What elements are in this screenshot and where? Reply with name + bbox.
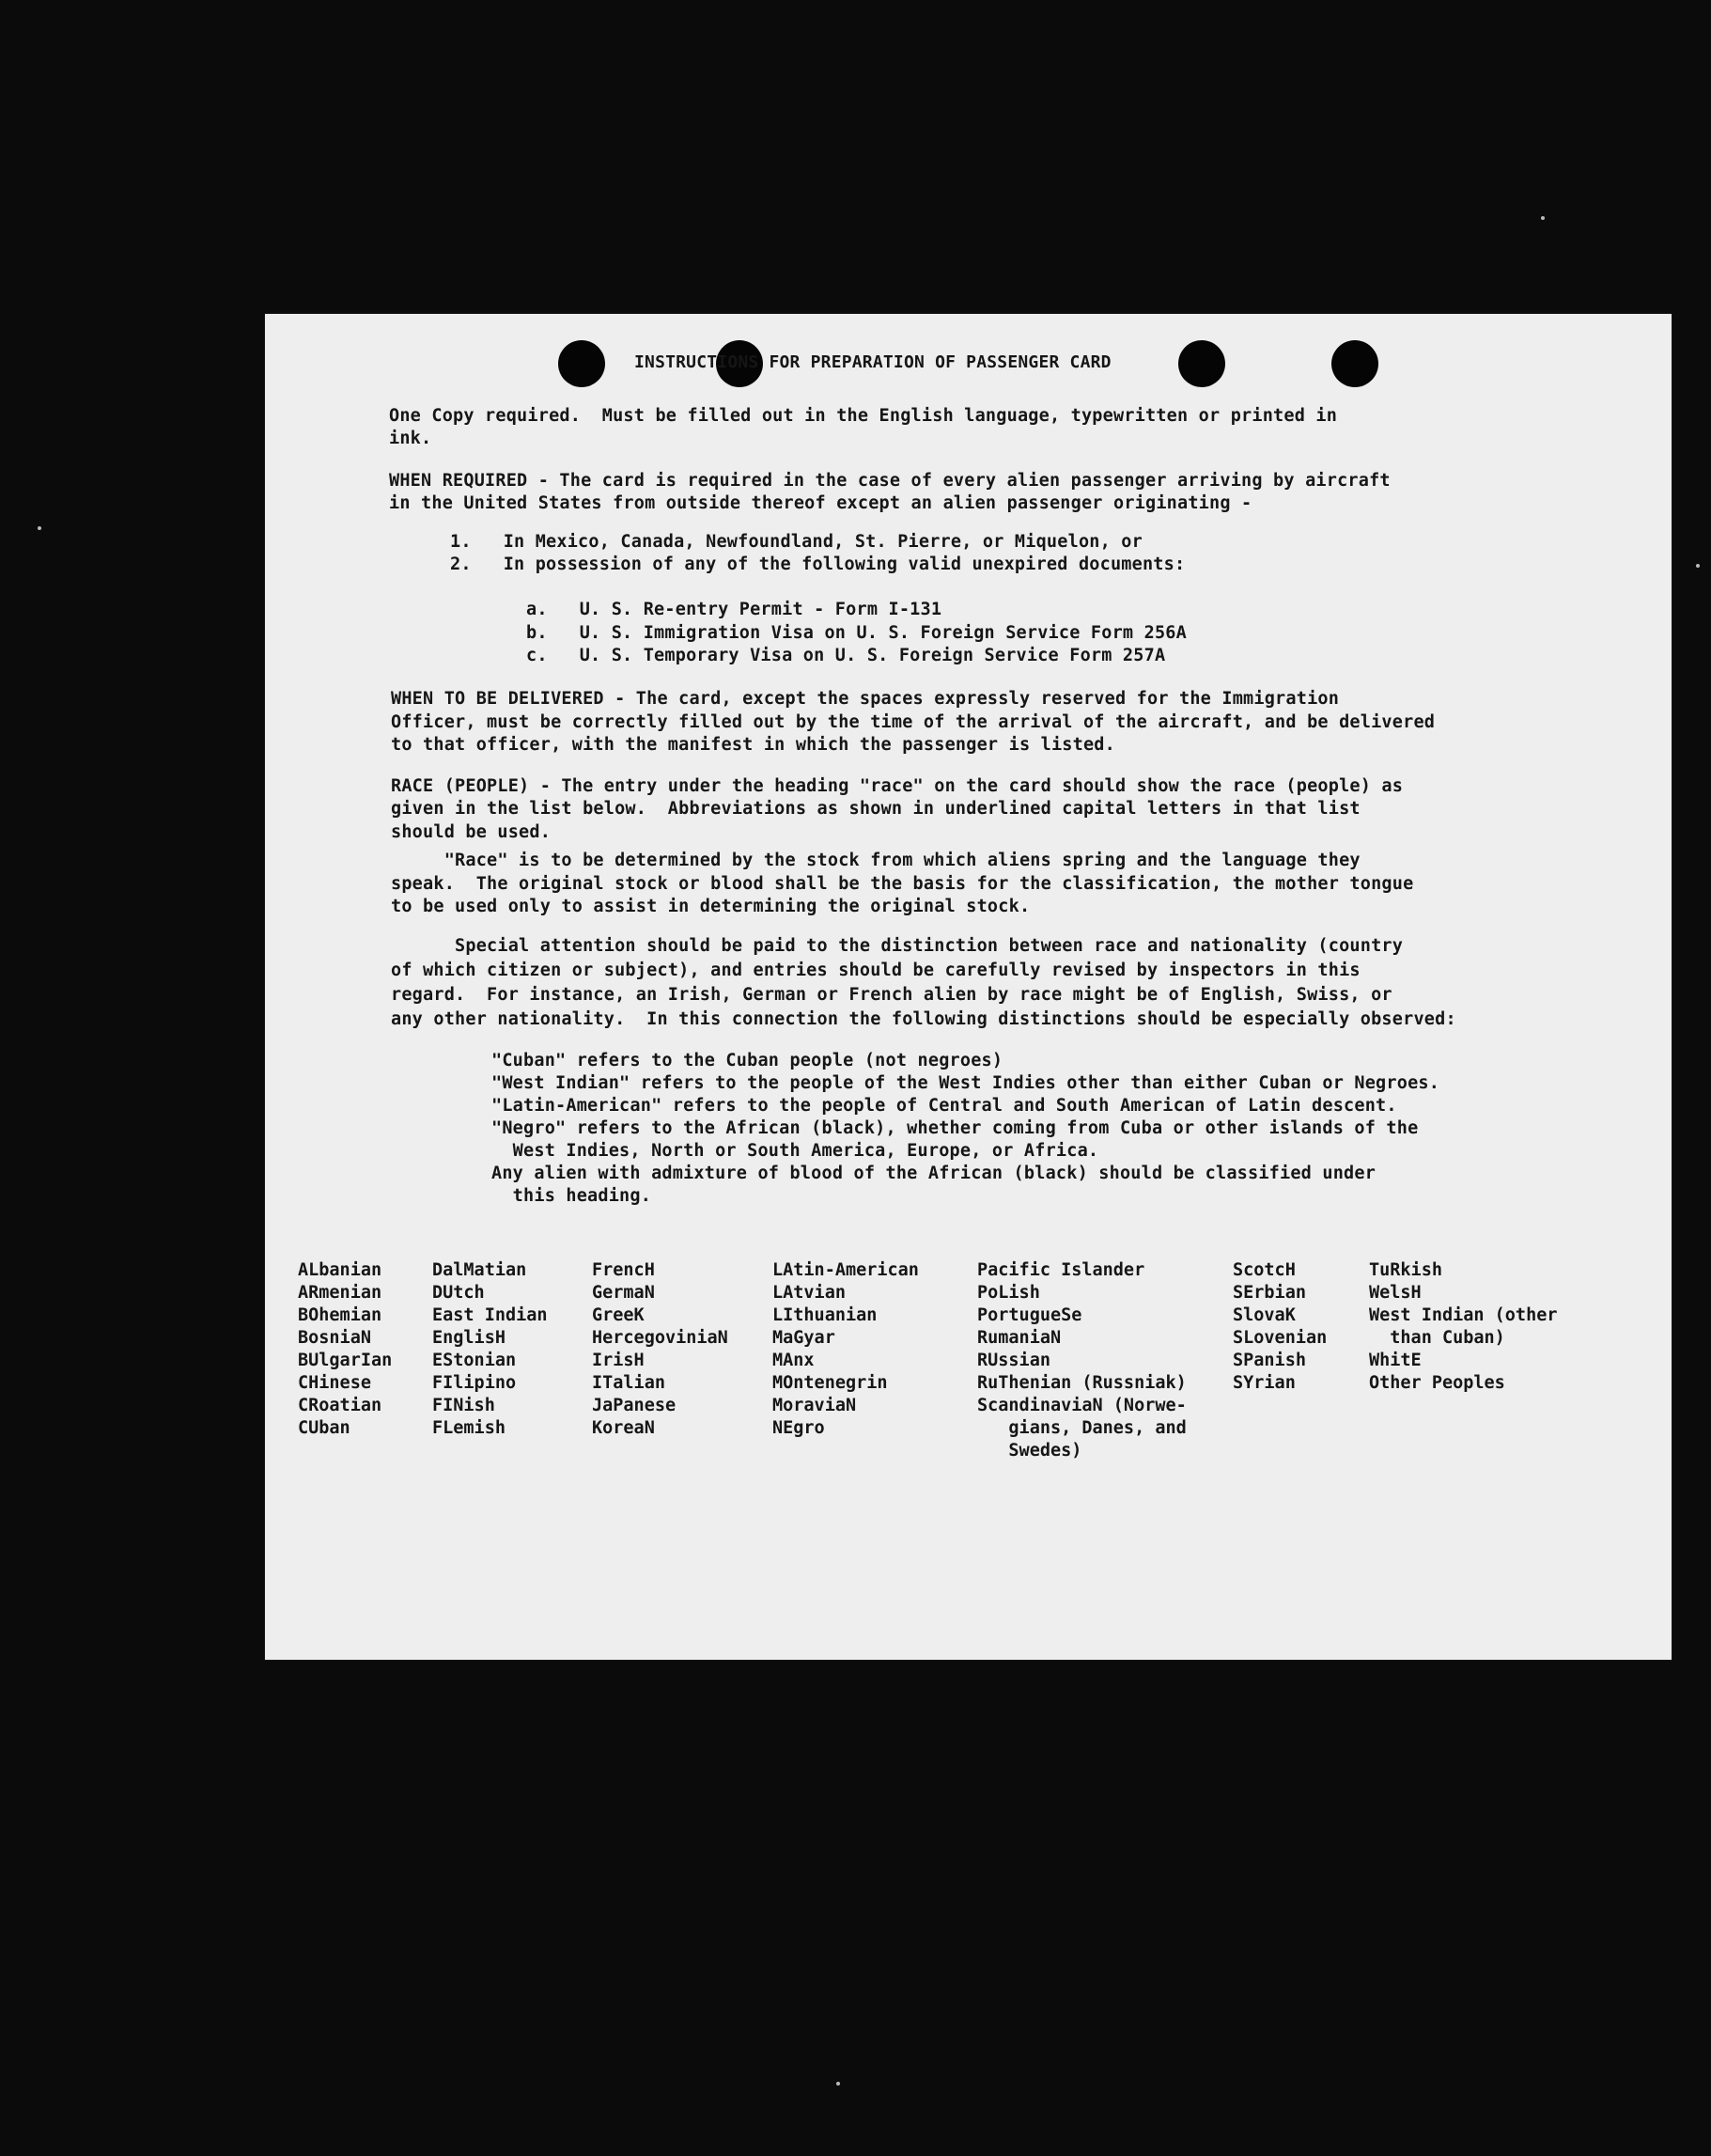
race-list-item: LAtvian — [772, 1283, 846, 1303]
race-list-item: MAnx — [772, 1351, 815, 1370]
distinction-line-3: "Latin-American" refers to the people of Central and South American of Latin descent. — [491, 1096, 1397, 1116]
when-delivered-line-3: to that officer, with the manifest in which the passenger is listed. — [391, 735, 1115, 755]
punch-hole-1 — [558, 340, 605, 387]
special-line-1: Special attention should be paid to the distinction between race and nationality (country — [391, 936, 1404, 956]
race-list-item: MaGyar — [772, 1328, 835, 1348]
dust-speck — [1696, 564, 1700, 568]
race-list-item: ARmenian — [298, 1283, 382, 1303]
race-list-item: SPanish — [1233, 1351, 1306, 1370]
race-list-item: Other Peoples — [1369, 1373, 1505, 1393]
race-list-column-4 — [772, 1259, 919, 1440]
race-line-1: RACE (PEOPLE) - The entry under the heading "race" on the card should show the race (people) as — [391, 776, 1404, 796]
race-list-item: SlovaK — [1233, 1305, 1296, 1325]
dust-speck — [836, 2082, 840, 2086]
intro-line-1: One Copy required. Must be filled out in the English language, typewritten or printed in — [389, 406, 1338, 426]
race-list-column-3 — [592, 1259, 728, 1440]
race-list-item: SLovenian — [1233, 1328, 1328, 1348]
race-list-item: WhitE — [1369, 1351, 1422, 1370]
race-list-item: NEgro — [772, 1418, 825, 1438]
when-required-subitem-c: c. U. S. Temporary Visa on U. S. Foreign Service Form 257A — [526, 646, 1166, 665]
when-required-item-2: 2. In possession of any of the following valid unexpired documents: — [450, 555, 1186, 574]
when-delivered-line-2: Officer, must be correctly filled out by the time of the arrival of the aircraft, and be delivered — [391, 712, 1436, 732]
race-list-item: CRoatian — [298, 1396, 382, 1415]
race-list-item: EStonian — [432, 1351, 517, 1370]
race-list-item: IrisH — [592, 1351, 645, 1370]
race-list-item: JaPanese — [592, 1396, 677, 1415]
race-list-item: LAtin-American — [772, 1260, 919, 1280]
race-list-item: ScandinaviaN (Norwe- — [977, 1396, 1187, 1415]
special-line-2: of which citizen or subject), and entries should be carefully revised by inspectors in this — [391, 961, 1361, 980]
race-list-item: BosniaN — [298, 1328, 371, 1348]
race-list-item: PortugueSe — [977, 1305, 1082, 1325]
race-list-item: Pacific Islander — [977, 1260, 1145, 1280]
distinction-line-5: West Indies, North or South America, Europe, or Africa. — [491, 1141, 1099, 1161]
race-list-column-6 — [1233, 1259, 1327, 1395]
when-required-line-1: WHEN REQUIRED - The card is required in the case of every alien passenger arriving by aircraft — [389, 471, 1391, 491]
race-list-item: BOhemian — [298, 1305, 382, 1325]
page-title: INSTRUCTIONS FOR PREPARATION OF PASSENGER CARD — [634, 352, 1112, 372]
race-list-item: FIlipino — [432, 1373, 517, 1393]
race-line-3: should be used. — [391, 822, 552, 842]
race-list-item: SErbian — [1233, 1283, 1306, 1303]
distinction-line-6: Any alien with admixture of blood of the African (black) should be classified under — [491, 1164, 1377, 1183]
race-list-item: MOntenegrin — [772, 1373, 888, 1393]
instruction-sheet — [265, 314, 1672, 1660]
race-list-column-2 — [432, 1259, 548, 1440]
race-list-item: ALbanian — [298, 1260, 382, 1280]
distinction-line-2: "West Indian" refers to the people of the West Indies other than either Cuban or Negroes. — [491, 1073, 1440, 1093]
intro-line-2: ink. — [389, 429, 432, 448]
when-required-line-2: in the United States from outside thereof except an alien passenger originating - — [389, 493, 1252, 513]
race-list-item: WelsH — [1369, 1283, 1422, 1303]
race-list-item: BUlgarIan — [298, 1351, 393, 1370]
race-def-line-2: speak. The original stock or blood shall be the basis for the classification, the mother tongue — [391, 874, 1414, 894]
race-list-item: gians, Danes, and — [977, 1418, 1187, 1438]
race-list-item: than Cuban) — [1369, 1328, 1505, 1348]
race-list-item: DUtch — [432, 1283, 485, 1303]
race-list-item: ITalian — [592, 1373, 665, 1393]
race-list-item: FrencH — [592, 1260, 655, 1280]
race-list-item: ScotcH — [1233, 1260, 1296, 1280]
race-list-item: CHinese — [298, 1373, 371, 1393]
when-required-item-1: 1. In Mexico, Canada, Newfoundland, St. Pierre, or Miquelon, or — [450, 532, 1143, 552]
race-list-item: Swedes) — [977, 1441, 1082, 1461]
race-list-item: GreeK — [592, 1305, 645, 1325]
race-list-item: GermaN — [592, 1283, 655, 1303]
distinction-line-7: this heading. — [491, 1186, 652, 1206]
race-list-item: RuThenian (Russniak) — [977, 1373, 1187, 1393]
race-list-item: SYrian — [1233, 1373, 1296, 1393]
race-list-item: HercegoviniaN — [592, 1328, 728, 1348]
race-list-item: DalMatian — [432, 1260, 527, 1280]
when-delivered-line-1: WHEN TO BE DELIVERED - The card, except the spaces expressly reserved for the Immigration — [391, 689, 1340, 709]
race-def-line-3: to be used only to assist in determining the original stock. — [391, 897, 1031, 916]
punch-hole-4 — [1331, 340, 1378, 387]
race-list-item: FINish — [432, 1396, 495, 1415]
race-list-column-7 — [1369, 1259, 1557, 1395]
race-list-item: RUssian — [977, 1351, 1050, 1370]
race-list-item: TuRkish — [1369, 1260, 1442, 1280]
race-list-item: East Indian — [432, 1305, 548, 1325]
dust-speck — [1541, 216, 1545, 220]
race-list-item: MoraviaN — [772, 1396, 857, 1415]
race-line-2: given in the list below. Abbreviations as shown in underlined capital letters in that list — [391, 799, 1361, 819]
race-list-column-1 — [298, 1259, 392, 1440]
special-line-3: regard. For instance, an Irish, German or French alien by race might be of English, Swiss, or — [391, 985, 1392, 1005]
race-def-line-1: "Race" is to be determined by the stock from which aliens spring and the language they — [391, 851, 1361, 870]
race-list-item: West Indian (other — [1369, 1305, 1558, 1325]
distinction-line-4: "Negro" refers to the African (black), whether coming from Cuba or other islands of the — [491, 1118, 1419, 1138]
race-list-item: LIthuanian — [772, 1305, 878, 1325]
punch-hole-3 — [1178, 340, 1225, 387]
dust-speck — [38, 526, 41, 530]
race-list-item: PoLish — [977, 1283, 1040, 1303]
race-list-item: CUban — [298, 1418, 350, 1438]
distinction-line-1: "Cuban" refers to the Cuban people (not negroes) — [491, 1051, 1003, 1070]
race-list-item: FLemish — [432, 1418, 506, 1438]
race-list-item: EnglisH — [432, 1328, 506, 1348]
when-required-subitem-b: b. U. S. Immigration Visa on U. S. Foreign Service Form 256A — [526, 623, 1187, 643]
race-list-item: KoreaN — [592, 1418, 655, 1438]
race-list-item: RumaniaN — [977, 1328, 1062, 1348]
when-required-subitem-a: a. U. S. Re-entry Permit - Form I-131 — [526, 600, 942, 619]
race-list-column-5 — [977, 1259, 1187, 1462]
special-line-4: any other nationality. In this connection the following distinctions should be especially observed: — [391, 1009, 1456, 1029]
